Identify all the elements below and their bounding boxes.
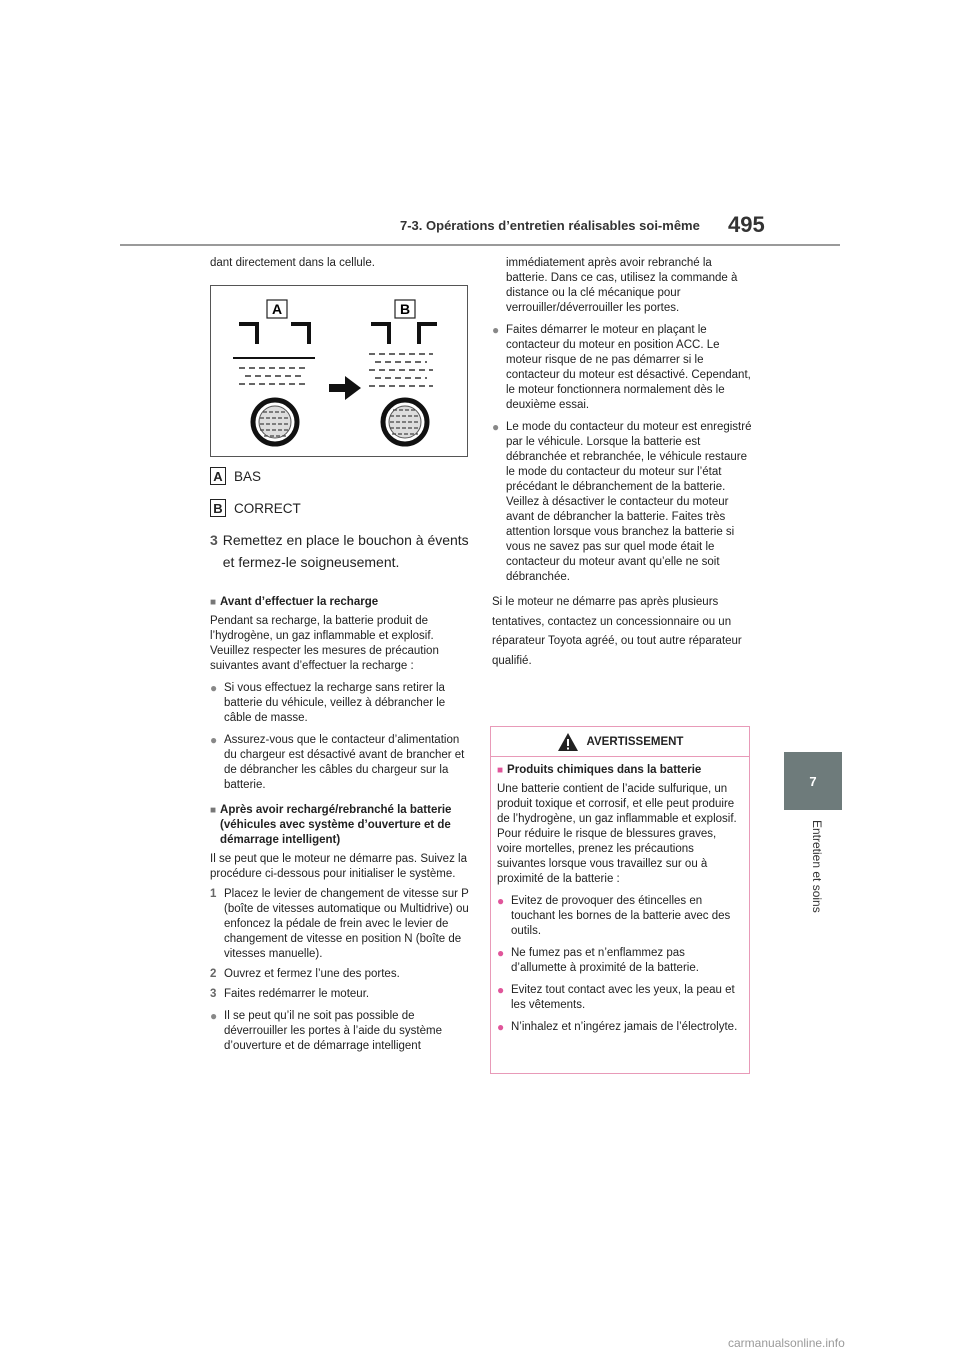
header-divider	[120, 244, 840, 246]
bullet-text: Ne fumez pas et n’enflammez pas d’allumette à proximité de la batterie.	[511, 947, 699, 974]
arrow-right-icon	[329, 376, 361, 400]
bullet-icon: ●	[492, 420, 500, 434]
list-item	[210, 681, 470, 726]
cell-a-plate-icon	[253, 400, 297, 444]
legend-item-b	[210, 499, 470, 517]
legend-letter-a: A	[210, 467, 226, 485]
continuation-text: immédiatement après avoir rebranché la batterie. Dans ce cas, utilisez la commande à distance ou la clé mécanique pour verrouiller/déverrouiller les portes.	[506, 257, 738, 314]
bullet-text: Il se peut qu’il ne soit pas possible de déverrouiller les portes à l’aide du système d’ouverture et de démarrage intelligent	[224, 1010, 442, 1052]
right-column	[492, 256, 754, 671]
chapter-label: Entretien et soins	[810, 820, 824, 913]
bullet-icon: ●	[492, 323, 500, 337]
numbered-step	[210, 887, 470, 962]
figure-label-a: A	[271, 301, 283, 317]
list-item	[497, 983, 743, 1013]
bullet-icon: ●	[210, 681, 218, 695]
warning-body	[491, 757, 749, 1035]
step-text: Ouvrez et fermez l’une des portes.	[224, 968, 400, 980]
numbered-step	[210, 967, 470, 982]
intro-text: dant directement dans la cellule.	[210, 257, 375, 269]
bullet-text: Evitez de provoquer des étincelles en touchant les bornes de la batterie avec des outils.	[511, 895, 731, 937]
figure-label-b: B	[399, 301, 411, 317]
list-item	[492, 323, 754, 413]
step-3	[210, 529, 470, 573]
section-marker-icon: ■	[210, 597, 217, 608]
warning-box	[490, 726, 750, 1074]
warning-section-heading	[497, 763, 743, 778]
watermark: carmanualsonline.info	[728, 1336, 845, 1350]
cell-b-plate-icon	[383, 400, 427, 444]
step-text: Remettez en place le bouchon à évents et fermez-le soigneusement.	[222, 532, 469, 570]
bullet-text: Si vous effectuez la recharge sans retirer la batterie du véhicule, veillez à débrancher le câble de masse.	[224, 682, 446, 724]
step-number: 3	[210, 988, 217, 1000]
cell-a-fluid-lines	[239, 368, 309, 384]
bullet-text: Faites démarrer le moteur en plaçant le contacteur du moteur en position ACC. Le moteur risque de ne pas démarrer si le contacteur du moteur est désactivé. Cependant, le moteur fonctionnera normalement dès le deuxième essai.	[506, 324, 751, 411]
step-number: 3	[210, 532, 218, 548]
bullet-icon: ●	[210, 1009, 218, 1023]
step-number: 1	[210, 888, 217, 900]
warning-paragraph: Une batterie contient de l’acide sulfurique, un produit toxique et corrosif, et elle peut produire de l’hydrogène, un gaz inflammable et explosif. Pour réduire le risque de blessures graves, voire mortelles, prenez les précautions suivantes lorsque vous travaillez sur ou à proximité de la batterie :	[497, 783, 737, 885]
section-title: Avant d’effectuer la recharge	[220, 596, 379, 608]
warning-header	[491, 727, 749, 757]
bullet-text: Le mode du contacteur du moteur est enregistré par le véhicule. Lorsque la batterie est débranchée et rebranchée, le véhicule restaure le mode du contacteur du moteur sur l’état précédant le débranchement de la batterie. Veillez à désactiver le contacteur du moteur avant de débrancher la batterie. Faites très attention lorsque vous branchez la batterie si vous ne savez pas sur quel mode était le contacteur du moteur avant qu’elle ne soit débranchée.	[506, 421, 752, 583]
bullet-text: N’inhalez et n’ingérez jamais de l’électrolyte.	[511, 1021, 738, 1033]
section-paragraph: Il se peut que le moteur ne démarre pas. Suivez la procédure ci-dessous pour initialiser le système.	[210, 853, 467, 880]
bullet-icon: ●	[497, 983, 505, 997]
legend-text-a: BAS	[234, 468, 262, 484]
bullet-icon: ●	[497, 894, 505, 908]
section-heading-after-recharge	[210, 803, 470, 848]
bullet-icon: ●	[210, 733, 218, 747]
section-marker-icon: ■	[497, 765, 504, 776]
step-number: 2	[210, 968, 217, 980]
section-heading-recharge	[210, 595, 470, 610]
section-title: Après avoir rechargé/rebranché la batterie (véhicules avec système d’ouverture et de démarrage intelligent)	[220, 804, 452, 846]
legend-text-b: CORRECT	[234, 500, 301, 516]
list-item	[497, 946, 743, 976]
list-item	[497, 894, 743, 939]
cell-b-walls	[371, 324, 437, 344]
bullet-icon: ●	[497, 946, 505, 960]
bullet-text: Assurez-vous que le contacteur d’alimentation du chargeur est désactivé avant de brancher et de débrancher les câbles du chargeur sur la batterie.	[224, 734, 465, 791]
section-paragraph: Pendant sa recharge, la batterie produit de l’hydrogène, un gaz inflammable et explosif. Veuillez respecter les mesures de précaution suivantes avant d’effectuer la recharge :	[210, 615, 439, 672]
step-text: Placez le levier de changement de vitesse sur P (boîte de vitesses automatique ou Multidrive) ou enfoncez la pédale de frein avec le levier de changement de vitesse en position N (boîte de vitesses manuelle).	[224, 888, 469, 960]
legend-letter-b: B	[210, 499, 226, 517]
closing-paragraph: Si le moteur ne démarre pas après plusieurs tentatives, contactez un concessionnaire ou un réparateur Toyota agréé, ou tout autre réparateur qualifié.	[492, 596, 742, 667]
list-item	[497, 1020, 743, 1035]
list-item	[210, 733, 470, 793]
cell-b-fluid-lines	[369, 354, 433, 386]
page-number: 495	[728, 212, 765, 237]
section-marker-icon: ■	[210, 805, 217, 816]
numbered-step	[210, 987, 470, 1002]
legend-item-a	[210, 467, 470, 485]
list-item	[492, 420, 754, 585]
warning-triangle-icon	[557, 732, 579, 752]
electrolyte-level-figure	[210, 285, 468, 457]
bullet-text: Evitez tout contact avec les yeux, la peau et les vêtements.	[511, 984, 735, 1011]
left-column	[210, 256, 470, 1054]
list-item	[210, 1009, 470, 1054]
section-title: Produits chimiques dans la batterie	[507, 764, 702, 776]
electrolyte-diagram	[211, 286, 469, 458]
warning-title: AVERTISSEMENT	[586, 735, 684, 748]
bullet-icon: ●	[497, 1020, 505, 1034]
chapter-tab: 7	[784, 752, 842, 810]
step-text: Faites redémarrer le moteur.	[224, 988, 370, 1000]
section-title: 7-3. Opérations d’entretien réalisables soi-même	[400, 218, 700, 233]
cell-a-walls	[239, 324, 309, 344]
